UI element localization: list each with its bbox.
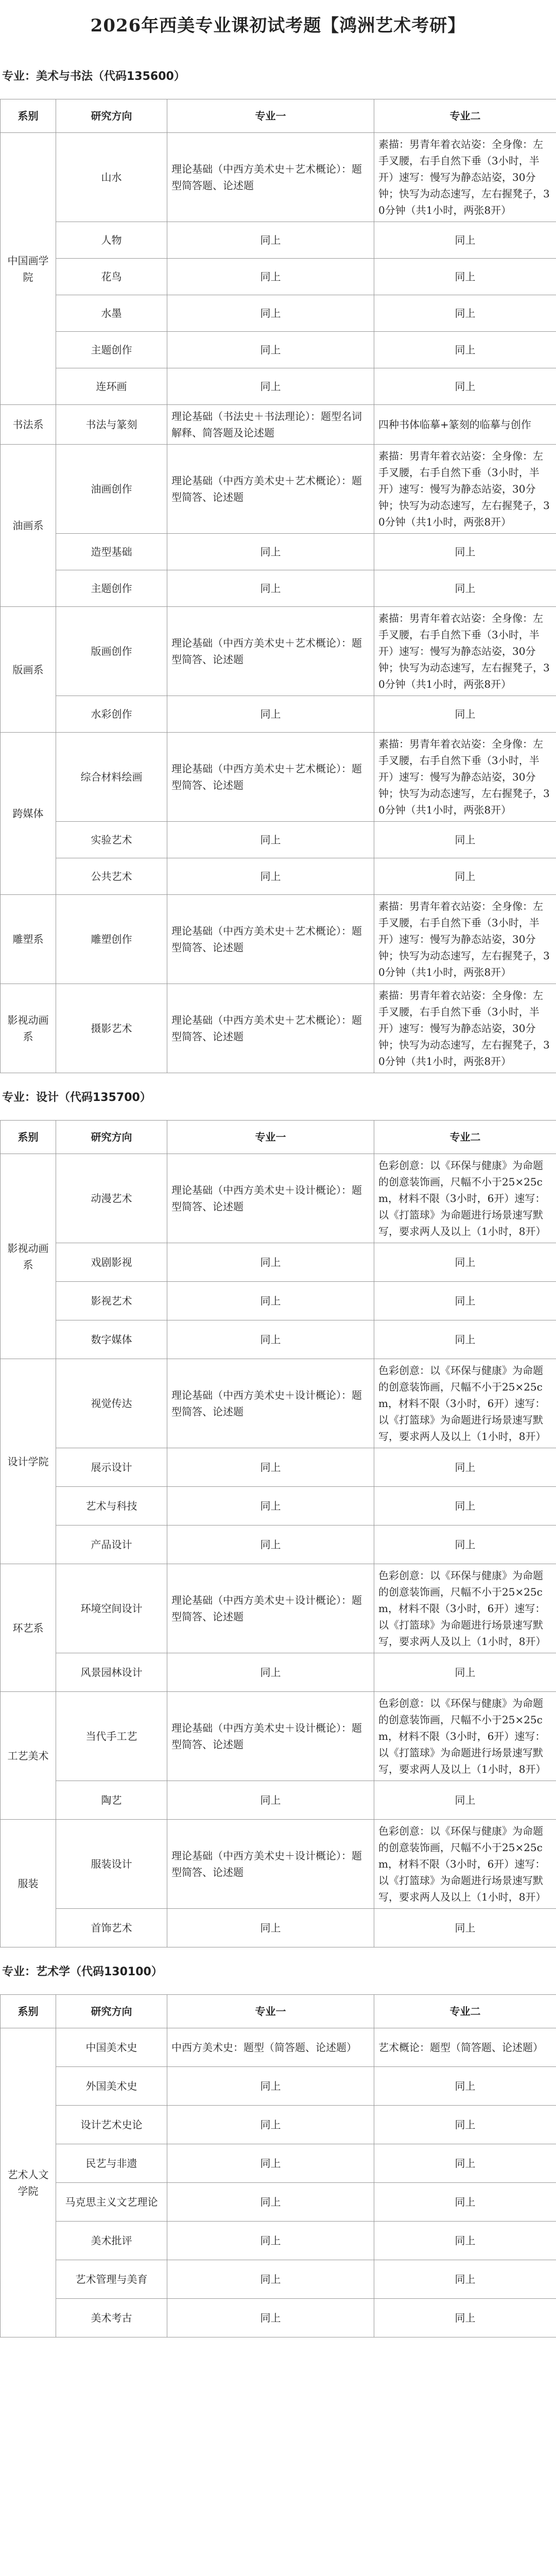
- table-row: [1, 895, 556, 984]
- table-row: [1, 2299, 556, 2337]
- subject-two-cell: 同上: [374, 534, 556, 570]
- subject-two-cell: 同上: [374, 2144, 556, 2183]
- subject-one-cell: 同上: [167, 2144, 374, 2183]
- direction-cell: 主题创作: [56, 332, 167, 368]
- direction-cell: 视觉传达: [56, 1359, 167, 1448]
- exam-table: [0, 99, 556, 1073]
- department-cell: 书法系: [1, 405, 56, 445]
- direction-cell: 连环画: [56, 368, 167, 405]
- direction-cell: 首饰艺术: [56, 1909, 167, 1947]
- direction-cell: 水彩创作: [56, 696, 167, 733]
- table-row: [1, 1564, 556, 1653]
- department-cell: 服装: [1, 1820, 56, 1947]
- table-body: [1, 2028, 556, 2337]
- subject-one-cell: 同上: [167, 534, 374, 570]
- subject-one-cell: 理论基础（中西方美术史＋艺术概论）：题型简答、论述题: [167, 984, 374, 1073]
- direction-cell: 服装设计: [56, 1820, 167, 1909]
- department-cell: 跨媒体: [1, 733, 56, 895]
- table-row: [1, 696, 556, 733]
- subject-one-cell: 理论基础（中西方美术史＋艺术概论）：题型简答题、论述题: [167, 133, 374, 222]
- subject-one-cell: 同上: [167, 1282, 374, 1320]
- subject-two-cell: 素描：男青年着衣站姿：全身像：左手叉腰，右手自然下垂（3小时，半开）速写：慢写为静态站姿，30分钟；快写为动态速写，左右握凳子，30分钟（共1小时，两张8开）: [374, 733, 556, 822]
- subject-one-cell: 同上: [167, 858, 374, 895]
- direction-cell: 水墨: [56, 295, 167, 332]
- subject-one-cell: 中西方美术史：题型（简答题、论述题）: [167, 2028, 374, 2067]
- direction-cell: 戏剧影视: [56, 1243, 167, 1282]
- subject-two-cell: 同上: [374, 1526, 556, 1564]
- subject-two-cell: 色彩创意：以《环保与健康》为命题的创意装饰画，尺幅不小于25×25cm，材料不限（3小时，6开）速写：以《打篮球》为命题进行场景速写默写，要求两人及以上（1小时，8开）: [374, 1564, 556, 1653]
- direction-cell: 美术批评: [56, 2222, 167, 2260]
- table-row: [1, 2183, 556, 2222]
- subject-two-cell: 同上: [374, 259, 556, 295]
- subject-two-cell: 同上: [374, 1320, 556, 1359]
- subject-one-cell: 同上: [167, 1526, 374, 1564]
- subject-one-cell: 同上: [167, 2106, 374, 2144]
- direction-cell: 环境空间设计: [56, 1564, 167, 1653]
- table-row: [1, 222, 556, 259]
- direction-cell: 影视艺术: [56, 1282, 167, 1320]
- table-row: [1, 2260, 556, 2299]
- subject-two-cell: 四种书体临摹+篆刻的临摹与创作: [374, 405, 556, 445]
- subject-one-cell: 同上: [167, 2067, 374, 2106]
- table-row: [1, 984, 556, 1073]
- table-header: [1, 99, 556, 133]
- direction-cell: 马克思主义文艺理论: [56, 2183, 167, 2222]
- subject-one-cell: 同上: [167, 1653, 374, 1692]
- direction-cell: 产品设计: [56, 1526, 167, 1564]
- direction-cell: 民艺与非遗: [56, 2144, 167, 2183]
- subject-one-cell: 理论基础（中西方美术史＋设计概论）：题型简答、论述题: [167, 1359, 374, 1448]
- direction-cell: 风景园林设计: [56, 1653, 167, 1692]
- header-subject-one: 专业一: [167, 1995, 374, 2028]
- subject-one-cell: 理论基础（中西方美术史＋设计概论）：题型简答、论述题: [167, 1564, 374, 1653]
- department-cell: 油画系: [1, 445, 56, 607]
- subject-two-cell: 同上: [374, 2260, 556, 2299]
- subject-two-cell: 色彩创意：以《环保与健康》为命题的创意装饰画，尺幅不小于25×25cm，材料不限（3小时，6开）速写：以《打篮球》为命题进行场景速写默写，要求两人及以上（1小时，8开）: [374, 1692, 556, 1781]
- direction-cell: 雕塑创作: [56, 895, 167, 984]
- subject-two-cell: 同上: [374, 1282, 556, 1320]
- subject-two-cell: 同上: [374, 332, 556, 368]
- subject-two-cell: 同上: [374, 2222, 556, 2260]
- subject-one-cell: 理论基础（中西方美术史＋设计概论）：题型简答、论述题: [167, 1820, 374, 1909]
- exam-table: [0, 1994, 556, 2337]
- subject-one-cell: 同上: [167, 822, 374, 858]
- direction-cell: 设计艺术史论: [56, 2106, 167, 2144]
- table-body: [1, 133, 556, 1073]
- table-row: [1, 534, 556, 570]
- subject-one-cell: 同上: [167, 1243, 374, 1282]
- header-subject-two: 专业二: [374, 99, 556, 133]
- subject-two-cell: 素描：男青年着衣站姿：全身像：左手叉腰，右手自然下垂（3小时，半开）速写：慢写为静态站姿，30分钟；快写为动态速写，左右握凳子，30分钟（共1小时，两张8开）: [374, 895, 556, 984]
- direction-cell: 中国美术史: [56, 2028, 167, 2067]
- subject-two-cell: 同上: [374, 570, 556, 607]
- department-cell: 影视动画系: [1, 1154, 56, 1359]
- direction-cell: 当代手工艺: [56, 1692, 167, 1781]
- direction-cell: 主题创作: [56, 570, 167, 607]
- table-row: [1, 1909, 556, 1947]
- subject-two-cell: 素描：男青年着衣站姿：全身像：左手叉腰，右手自然下垂（3小时，半开）速写：慢写为静态站姿，30分钟；快写为动态速写，左右握凳子，30分钟（共1小时，两张8开）: [374, 984, 556, 1073]
- subject-one-cell: 同上: [167, 1909, 374, 1947]
- direction-cell: 书法与篆刻: [56, 405, 167, 445]
- subject-two-cell: 同上: [374, 2067, 556, 2106]
- table-row: [1, 570, 556, 607]
- subject-two-cell: 艺术概论：题型（简答题、论述题）: [374, 2028, 556, 2067]
- table-row: [1, 1282, 556, 1320]
- header-subject-two: 专业二: [374, 1995, 556, 2028]
- table-row: [1, 1320, 556, 1359]
- direction-cell: 陶艺: [56, 1781, 167, 1820]
- subject-one-cell: 同上: [167, 368, 374, 405]
- subject-one-cell: 理论基础（中西方美术史＋艺术概论）：题型简答、论述题: [167, 607, 374, 696]
- exam-table: [0, 1120, 556, 1947]
- direction-cell: 动漫艺术: [56, 1154, 167, 1243]
- section-title: 专业：美术与书法（代码135600）: [2, 70, 185, 83]
- table-row: [1, 822, 556, 858]
- table-header: [1, 1121, 556, 1154]
- header-direction: 研究方向: [56, 99, 167, 133]
- subject-two-cell: 同上: [374, 2106, 556, 2144]
- subject-two-cell: 同上: [374, 1487, 556, 1526]
- table-row: [1, 2028, 556, 2067]
- header-department: 系别: [1, 1121, 56, 1154]
- subject-one-cell: 同上: [167, 332, 374, 368]
- direction-cell: 艺术与科技: [56, 1487, 167, 1526]
- table-row: [1, 607, 556, 696]
- subject-two-cell: 同上: [374, 1653, 556, 1692]
- direction-cell: 公共艺术: [56, 858, 167, 895]
- table-row: [1, 133, 556, 222]
- table-body: [1, 1154, 556, 1947]
- header-direction: 研究方向: [56, 1995, 167, 2028]
- header-subject-two: 专业二: [374, 1121, 556, 1154]
- subject-one-cell: 同上: [167, 2299, 374, 2337]
- direction-cell: 造型基础: [56, 534, 167, 570]
- table-header: [1, 1995, 556, 2028]
- subject-two-cell: 素描：男青年着衣站姿：全身像：左手叉腰，右手自然下垂（3小时，半开）速写：慢写为静态站姿，30分钟；快写为动态速写，左右握凳子，30分钟（共1小时，两张8开）: [374, 607, 556, 696]
- table-row: [1, 1653, 556, 1692]
- direction-cell: 花鸟: [56, 259, 167, 295]
- subject-two-cell: 同上: [374, 696, 556, 733]
- department-cell: 版画系: [1, 607, 56, 733]
- department-cell: 雕塑系: [1, 895, 56, 984]
- table-row: [1, 858, 556, 895]
- section-title: 专业：艺术学（代码130100）: [2, 1965, 163, 1978]
- subject-two-cell: 色彩创意：以《环保与健康》为命题的创意装饰画，尺幅不小于25×25cm，材料不限（3小时，6开）速写：以《打篮球》为命题进行场景速写默写，要求两人及以上（1小时，8开）: [374, 1359, 556, 1448]
- direction-cell: 艺术管理与美育: [56, 2260, 167, 2299]
- table-row: [1, 733, 556, 822]
- subject-two-cell: 同上: [374, 1781, 556, 1820]
- subject-two-cell: 同上: [374, 2299, 556, 2337]
- header-subject-one: 专业一: [167, 1121, 374, 1154]
- subject-two-cell: 同上: [374, 822, 556, 858]
- direction-cell: 摄影艺术: [56, 984, 167, 1073]
- direction-cell: 综合材料绘画: [56, 733, 167, 822]
- header-row: [1, 1121, 556, 1154]
- subject-two-cell: 同上: [374, 1448, 556, 1487]
- table-row: [1, 368, 556, 405]
- subject-two-cell: 同上: [374, 858, 556, 895]
- table-row: [1, 1487, 556, 1526]
- subject-one-cell: 同上: [167, 1320, 374, 1359]
- sections-container: [0, 52, 556, 2337]
- header-row: [1, 1995, 556, 2028]
- header-direction: 研究方向: [56, 1121, 167, 1154]
- direction-cell: 数字媒体: [56, 1320, 167, 1359]
- direction-cell: 展示设计: [56, 1448, 167, 1487]
- page-title: 2026年西美专业课初试考题【鸿洲艺术考研】: [90, 15, 466, 36]
- subject-two-cell: 同上: [374, 222, 556, 259]
- subject-one-cell: 同上: [167, 1487, 374, 1526]
- table-row: [1, 445, 556, 534]
- subject-two-cell: 同上: [374, 2183, 556, 2222]
- table-row: [1, 2106, 556, 2144]
- subject-one-cell: 同上: [167, 696, 374, 733]
- subject-two-cell: 同上: [374, 1243, 556, 1282]
- direction-cell: 山水: [56, 133, 167, 222]
- table-row: [1, 2222, 556, 2260]
- direction-cell: 油画创作: [56, 445, 167, 534]
- table-row: [1, 1526, 556, 1564]
- subject-one-cell: 同上: [167, 1448, 374, 1487]
- table-row: [1, 1448, 556, 1487]
- department-cell: 设计学院: [1, 1359, 56, 1564]
- table-row: [1, 2144, 556, 2183]
- table-row: [1, 332, 556, 368]
- direction-cell: 外国美术史: [56, 2067, 167, 2106]
- table-row: [1, 1781, 556, 1820]
- table-row: [1, 1243, 556, 1282]
- department-cell: 艺术人文学院: [1, 2028, 56, 2337]
- department-cell: 环艺系: [1, 1564, 56, 1692]
- table-row: [1, 1692, 556, 1781]
- subject-one-cell: 同上: [167, 222, 374, 259]
- table-row: [1, 2067, 556, 2106]
- subject-one-cell: 理论基础（中西方美术史＋艺术概论）：题型简答、论述题: [167, 733, 374, 822]
- table-row: [1, 295, 556, 332]
- section-title: 专业：设计（代码135700）: [2, 1091, 151, 1104]
- department-cell: 影视动画系: [1, 984, 56, 1073]
- subject-one-cell: 同上: [167, 2260, 374, 2299]
- subject-two-cell: 同上: [374, 295, 556, 332]
- direction-cell: 美术考古: [56, 2299, 167, 2337]
- subject-one-cell: 同上: [167, 295, 374, 332]
- header-department: 系别: [1, 1995, 56, 2028]
- subject-two-cell: 同上: [374, 368, 556, 405]
- subject-one-cell: 理论基础（中西方美术史＋设计概论）：题型简答、论述题: [167, 1154, 374, 1243]
- subject-two-cell: 素描：男青年着衣站姿：全身像：左手叉腰，右手自然下垂（3小时，半开）速写：慢写为静态站姿，30分钟；快写为动态速写，左右握凳子，30分钟（共1小时，两张8开）: [374, 133, 556, 222]
- subject-two-cell: 色彩创意：以《环保与健康》为命题的创意装饰画，尺幅不小于25×25cm，材料不限（3小时，6开）速写：以《打篮球》为命题进行场景速写默写，要求两人及以上（1小时，8开）: [374, 1154, 556, 1243]
- header-row: [1, 99, 556, 133]
- direction-cell: 人物: [56, 222, 167, 259]
- table-row: [1, 1820, 556, 1909]
- subject-one-cell: 同上: [167, 570, 374, 607]
- direction-cell: 实验艺术: [56, 822, 167, 858]
- department-cell: 中国画学院: [1, 133, 56, 405]
- department-cell: 工艺美术: [1, 1692, 56, 1820]
- subject-one-cell: 理论基础（中西方美术史＋设计概论）：题型简答、论述题: [167, 1692, 374, 1781]
- table-row: [1, 259, 556, 295]
- subject-one-cell: 同上: [167, 2222, 374, 2260]
- subject-one-cell: 理论基础（书法史＋书法理论）：题型名词解释、简答题及论述题: [167, 405, 374, 445]
- table-row: [1, 1154, 556, 1243]
- header-subject-one: 专业一: [167, 99, 374, 133]
- subject-one-cell: 同上: [167, 259, 374, 295]
- subject-two-cell: 色彩创意：以《环保与健康》为命题的创意装饰画，尺幅不小于25×25cm，材料不限（3小时，6开）速写：以《打篮球》为命题进行场景速写默写，要求两人及以上（1小时，8开）: [374, 1820, 556, 1909]
- subject-one-cell: 同上: [167, 2183, 374, 2222]
- subject-two-cell: 同上: [374, 1909, 556, 1947]
- direction-cell: 版画创作: [56, 607, 167, 696]
- table-row: [1, 405, 556, 445]
- subject-two-cell: 素描：男青年着衣站姿：全身像：左手叉腰，右手自然下垂（3小时，半开）速写：慢写为静态站姿，30分钟；快写为动态速写，左右握凳子，30分钟（共1小时，两张8开）: [374, 445, 556, 534]
- table-row: [1, 1359, 556, 1448]
- subject-one-cell: 理论基础（中西方美术史＋艺术概论）：题型简答、论述题: [167, 895, 374, 984]
- subject-one-cell: 理论基础（中西方美术史＋艺术概论）：题型简答、论述题: [167, 445, 374, 534]
- subject-one-cell: 同上: [167, 1781, 374, 1820]
- header-department: 系别: [1, 99, 56, 133]
